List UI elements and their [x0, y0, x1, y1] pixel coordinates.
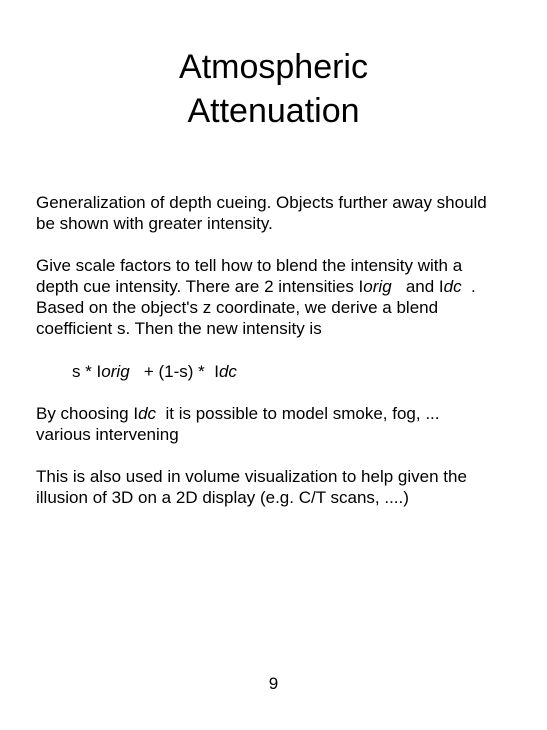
- formula-line: [72, 361, 547, 382]
- paragraph-line: illusion of 3D on a 2D display (e.g. C/T scans, ....): [36, 488, 409, 507]
- paragraph-line: This is also used in volume visualization to help given the: [36, 467, 467, 486]
- subscript-dc: dc: [443, 277, 462, 296]
- paragraph-line: [36, 403, 536, 424]
- subscript-dc: dc: [218, 362, 237, 381]
- paragraph-line: various intervening: [36, 425, 179, 444]
- text-run: it is possible to model smoke, fog, ...: [156, 404, 440, 423]
- title-line-1: Atmospheric: [179, 48, 368, 86]
- intensity-formula: [72, 361, 547, 382]
- text-run: depth cue intensity. There are 2 intensities I: [36, 277, 364, 296]
- paragraph-volume-visualization: [36, 466, 536, 508]
- paragraph-line: Generalization of depth cueing. Objects further away should: [36, 193, 487, 212]
- text-run: and I: [391, 277, 444, 296]
- paragraph-line: [36, 276, 536, 297]
- text-run: .: [461, 277, 476, 296]
- paragraph-line: be shown with greater intensity.: [36, 214, 273, 233]
- paragraph-modeling: [36, 403, 536, 445]
- paragraph-line: coefficient s. Then the new intensity is: [36, 319, 322, 338]
- subscript-orig: orig: [363, 277, 392, 296]
- text-run: By choosing I: [36, 404, 139, 423]
- page-number: 9: [268, 674, 279, 693]
- title-line-2: Attenuation: [187, 92, 360, 130]
- text-run: + (1-s) * I: [129, 362, 219, 381]
- subscript-orig: orig: [101, 362, 130, 381]
- paragraph-scale-factors: [36, 255, 536, 339]
- page-title: [0, 45, 547, 133]
- subscript-dc: dc: [138, 404, 157, 423]
- paragraph-line: Give scale factors to tell how to blend the intensity with a: [36, 256, 463, 275]
- text-run: s * I: [72, 362, 102, 381]
- paragraph-depth-cueing: [36, 192, 536, 234]
- paragraph-line: Based on the object's z coordinate, we derive a blend: [36, 298, 439, 317]
